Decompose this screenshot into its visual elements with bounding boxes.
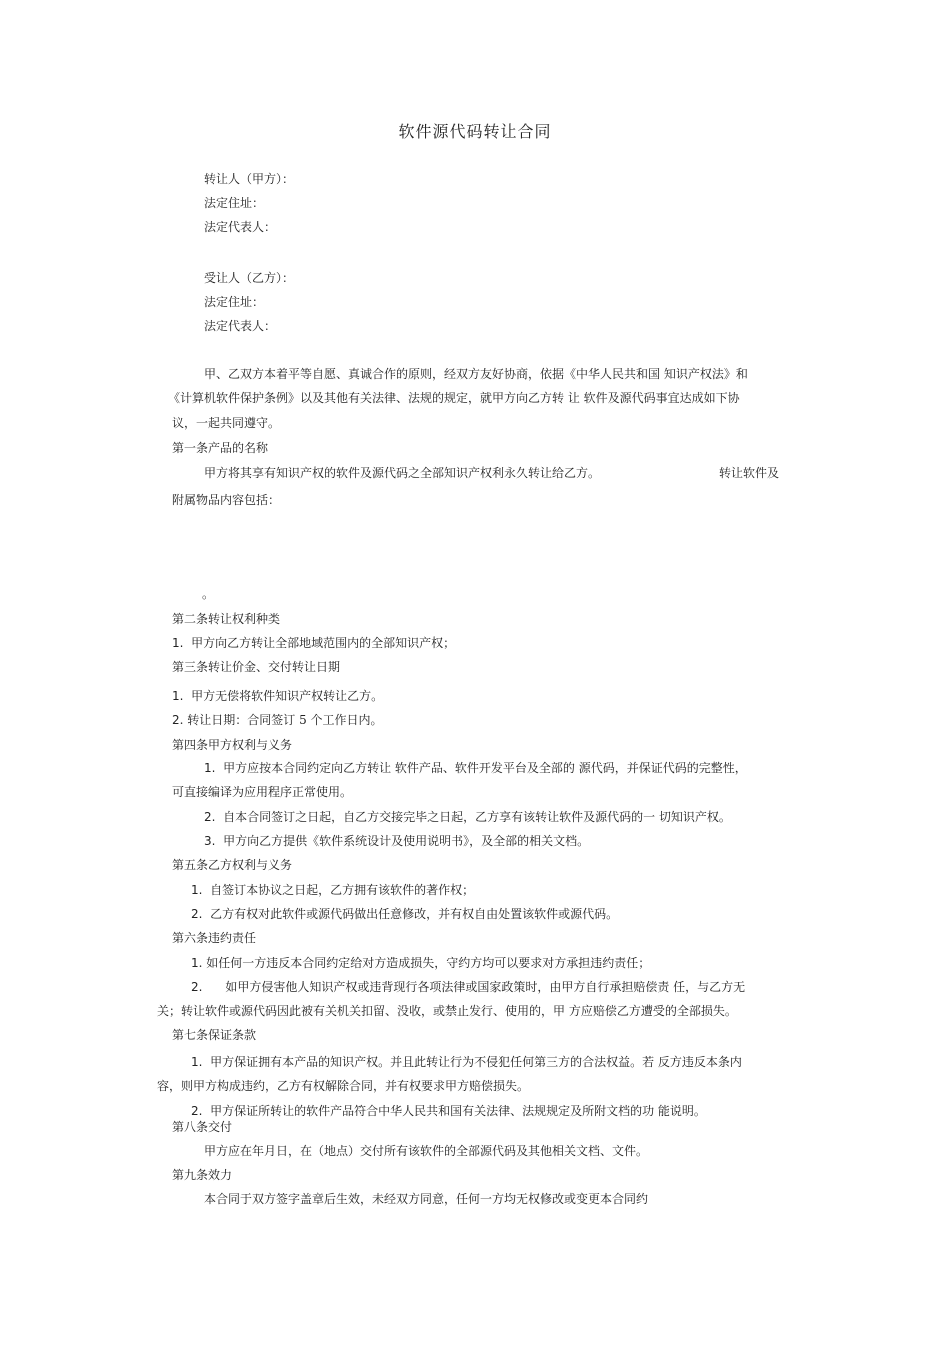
- item-number: 2.: [191, 907, 203, 921]
- article-2-heading: 第二条转让权利种类: [172, 612, 281, 626]
- article-8-text: 甲方应在年月日，在（地点）交付所有该软件的全部源代码及其他相关文档、文件。: [204, 1144, 649, 1158]
- preamble-line-3: 议，一起共同遵守。: [172, 416, 281, 430]
- item-number: 1: [191, 956, 199, 970]
- document-title: 软件源代码转让合同: [398, 122, 552, 141]
- party-a-address-label: 法定住址：: [204, 196, 265, 210]
- article-5-item-1: [191, 882, 474, 898]
- item-text: 自本合同签订之日起，自乙方交接完毕之日起，乙方享有该转让软件及源代码的一 切知识产权。: [223, 810, 731, 824]
- article-1-text-a: 甲方将其享有知识产权的软件及源代码之全部知识产权利永久转让给乙方。: [204, 466, 601, 480]
- party-b-name-label: 受让人（乙方）：: [204, 271, 295, 285]
- item-number: 1.: [172, 636, 184, 650]
- item-text: 甲方保证所转让的软件产品符合中华人民共和国有关法律、法规规定及所附文档的功 能说明。: [210, 1104, 706, 1118]
- item-text: 甲方向乙方转让全部地域范围内的全部知识产权；: [191, 636, 456, 650]
- article-3-heading: 第三条转让价金、交付转让日期: [172, 660, 341, 674]
- item-number: 1.: [191, 1055, 203, 1069]
- item-number: 1.: [172, 689, 184, 703]
- article-7-item-1-line-1: [191, 1054, 742, 1070]
- article-1-end-mark: 。: [202, 587, 215, 601]
- party-b-rep-label: 法定代表人：: [204, 319, 277, 333]
- article-3-item-1: [172, 688, 383, 704]
- article-8-heading: 第八条交付: [172, 1120, 233, 1134]
- item-number: 2: [172, 713, 180, 727]
- article-9-heading: 第九条效力: [172, 1168, 233, 1182]
- article-4-item-1-line-2: 可直接编译为应用程序正常使用。: [172, 785, 353, 799]
- item-text: 甲方保证拥有本产品的知识产权。并且此转让行为不侵犯任何第三方的合法权益。若 反方违反本条内: [210, 1055, 742, 1069]
- party-a-rep-label: 法定代表人：: [204, 220, 277, 234]
- item-text: . 转让日期：合同签订 5 个工作日内。: [179, 713, 383, 727]
- article-4-item-3: [204, 833, 589, 849]
- item-text: 甲方应按本合同约定向乙方转让 软件产品、软件开发平台及全部的 源代码，并保证代码的完整性，: [223, 761, 747, 775]
- preamble-line-1: 甲、乙双方本着平等自愿、真诚合作的原则，经双方友好协商，依据《中华人民共和国 知识产权法》和: [204, 367, 748, 381]
- item-number: 1.: [204, 761, 216, 775]
- article-1-heading: 第一条产品的名称: [172, 441, 269, 455]
- article-2-item-1: [172, 635, 455, 651]
- item-text: 甲方无偿将软件知识产权转让乙方。: [191, 689, 384, 703]
- article-7-item-1-line-2: 容，则甲方构成违约，乙方有权解除合同，并有权要求甲方赔偿损失。: [157, 1079, 530, 1093]
- item-number: 2.: [191, 1104, 203, 1118]
- article-1-text-b: 转让软件及: [719, 466, 780, 480]
- item-text: 自签订本协议之日起，乙方拥有该软件的著作权；: [210, 883, 475, 897]
- article-9-text: 本合同于双方签字盖章后生效，未经双方同意，任何一方均无权修改或变更本合同约: [204, 1192, 649, 1206]
- preamble-line-2: 《计算机软件保护条例》以及其他有关法律、法规的规定，就甲方向乙方转 让 软件及源代码事宜达成如下协: [168, 391, 740, 405]
- item-number: 1.: [191, 883, 203, 897]
- item-text: 乙方有权对此软件或源代码做出任意修改，并有权自由处置该软件或源代码。: [210, 907, 619, 921]
- article-5-heading: 第五条乙方权利与义务: [172, 858, 293, 872]
- article-5-item-2: [191, 906, 618, 922]
- article-3-item-2: [172, 712, 383, 728]
- article-4-item-2: [204, 809, 731, 825]
- item-number: 2.: [191, 980, 203, 994]
- article-7-heading: 第七条保证条款: [172, 1028, 257, 1042]
- party-a-name-label: 转让人（甲方）：: [204, 172, 295, 186]
- article-4-item-1-line-1: [204, 760, 747, 776]
- article-6-item-2-line-1: [191, 979, 745, 995]
- item-text: 如甲方侵害他人知识产权或违背现行各项法律或国家政策时，由甲方自行承担赔偿责 任，与乙方无: [225, 980, 746, 994]
- item-number: 3.: [204, 834, 216, 848]
- article-6-item-2-line-2: 关；转让软件或源代码因此被有关机关扣留、没收，或禁止发行、使用的，甲 方应赔偿乙方遭受的全部损失。: [157, 1004, 737, 1018]
- item-number: 2.: [204, 810, 216, 824]
- item-text: . 如任何一方违反本合同约定给对方造成损失，守约方均可以要求对方承担违约责任；: [198, 956, 651, 970]
- article-4-heading: 第四条甲方权利与义务: [172, 738, 293, 752]
- party-b-address-label: 法定住址：: [204, 295, 265, 309]
- article-1-text-2: 附属物品内容包括：: [172, 493, 281, 507]
- article-7-item-2: [191, 1103, 706, 1119]
- article-6-heading: 第六条违约责任: [172, 931, 257, 945]
- article-6-item-1: [191, 955, 650, 971]
- item-text: 甲方向乙方提供《软件系统设计及使用说明书》，及全部的相关文档。: [223, 834, 590, 848]
